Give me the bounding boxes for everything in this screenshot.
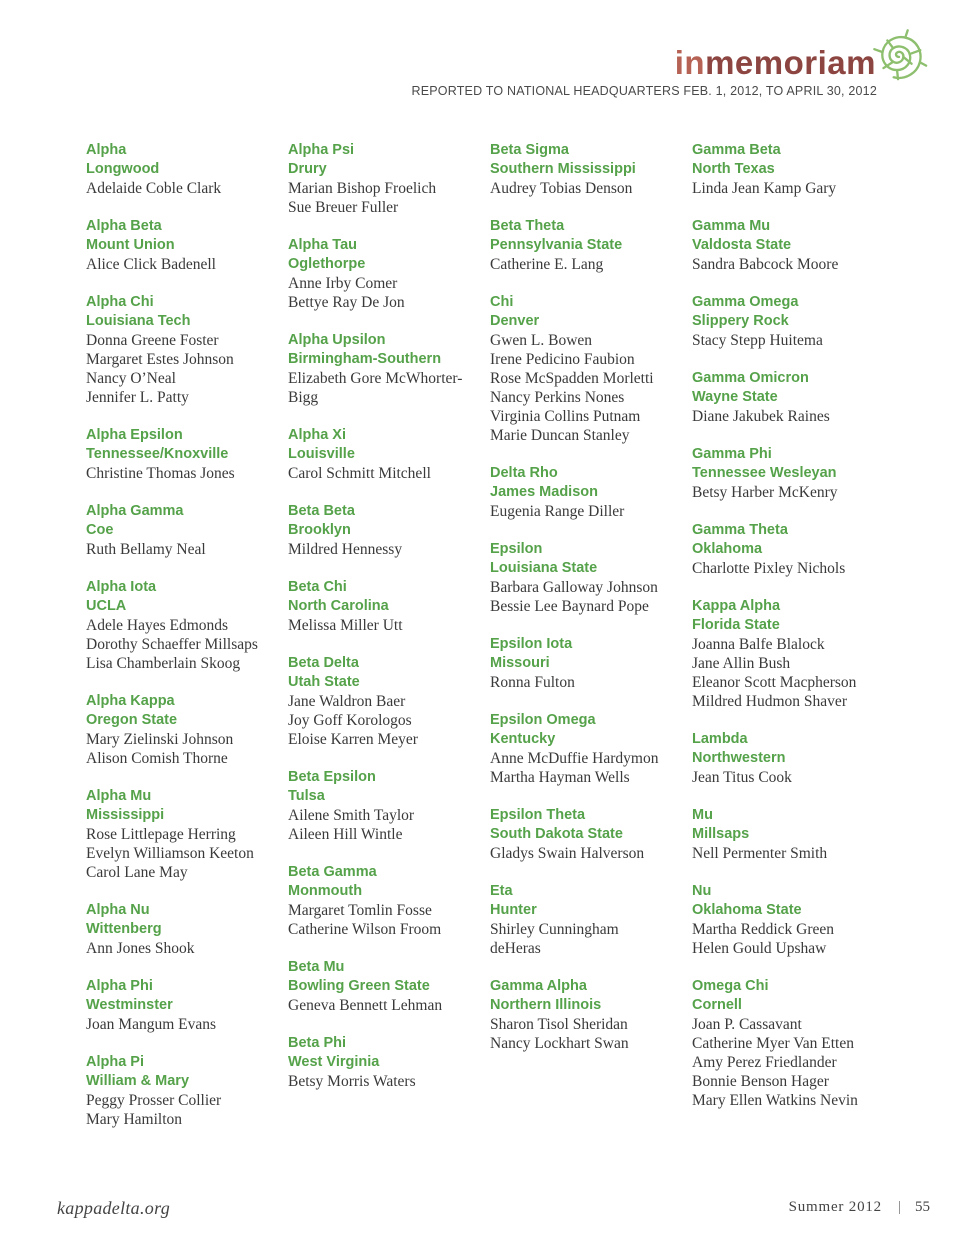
member-name: Mary Ellen Watkins Nevin — [692, 1092, 858, 1109]
member-name: Ailene Smith Taylor — [288, 807, 415, 824]
member-name: Gladys Swain Halverson — [490, 845, 645, 862]
chapter-entry — [288, 578, 488, 635]
school-name: Slippery Rock — [692, 313, 789, 329]
chapter-name: Beta Phi — [288, 1035, 347, 1051]
member-name: Diane Jakubek Raines — [692, 408, 830, 425]
chapter-entry — [490, 635, 690, 692]
chapter-entry — [86, 217, 286, 274]
school-name: Hunter — [490, 902, 537, 918]
chapter-entry — [490, 293, 690, 445]
member-name: Evelyn Williamson Keeton — [86, 845, 254, 862]
chapter-name: Alpha Chi — [86, 294, 154, 310]
member-name: Mary Hamilton — [86, 1111, 182, 1128]
chapter-entry — [490, 711, 690, 787]
member-name: Sandra Babcock Moore — [692, 256, 839, 273]
title-in: in — [674, 44, 706, 81]
chapter-entry — [692, 597, 892, 711]
chapter-name: Alpha Beta — [86, 218, 162, 234]
chapter-name: Alpha — [86, 142, 127, 158]
chapter-entry — [692, 806, 892, 863]
member-name: Gwen L. Bowen — [490, 332, 593, 349]
member-name: Eleanor Scott Macpherson — [692, 674, 857, 691]
school-name: South Dakota State — [490, 826, 623, 842]
member-name: Mildred Hennessy — [288, 541, 403, 558]
chapter-name: Alpha Nu — [86, 902, 150, 918]
report-period-subtitle: REPORTED TO NATIONAL HEADQUARTERS FEB. 1, 2012, TO APRIL 30, 2012 — [411, 84, 877, 98]
member-name: Adelaide Coble Clark — [86, 180, 222, 197]
chapter-name: Beta Chi — [288, 579, 347, 595]
member-name: Donna Greene Foster — [86, 332, 219, 349]
chapter-entry — [86, 578, 286, 673]
member-name: Amy Perez Friedlander — [692, 1054, 837, 1071]
school-name: Mount Union — [86, 237, 175, 253]
chapter-name: Alpha Gamma — [86, 503, 184, 519]
member-name: Anne Irby Comer — [288, 275, 398, 292]
chapter-name: Gamma Theta — [692, 522, 788, 538]
member-name: Bigg — [288, 389, 319, 406]
member-name: Geneva Bennett Lehman — [288, 997, 443, 1014]
chapter-name: Beta Mu — [288, 959, 345, 975]
member-name: Rose McSpadden Morletti — [490, 370, 654, 387]
member-name: Elizabeth Gore McWhorter- — [288, 370, 463, 387]
member-name: Peggy Prosser Collier — [86, 1092, 222, 1109]
school-name: Oregon State — [86, 712, 178, 728]
chapter-entry — [86, 426, 286, 483]
page-number: 55 — [915, 1199, 930, 1215]
school-name: Millsaps — [692, 826, 750, 842]
school-name: North Carolina — [288, 598, 389, 614]
member-name: Catherine E. Lang — [490, 256, 604, 273]
school-name: Valdosta State — [692, 237, 792, 253]
column-2 — [288, 141, 488, 1110]
school-name: Brooklyn — [288, 522, 351, 538]
chapter-name: Mu — [692, 807, 713, 823]
chapter-entry — [490, 806, 690, 863]
member-name: Nancy O’Neal — [86, 370, 176, 387]
school-name: Tennessee/Knoxville — [86, 446, 229, 462]
chapter-name: Delta Rho — [490, 465, 558, 481]
member-name: Marie Duncan Stanley — [490, 427, 630, 444]
school-name: UCLA — [86, 598, 127, 614]
school-name: Northern Illinois — [490, 997, 602, 1013]
column-4 — [692, 141, 892, 1129]
member-name: Marian Bishop Froelich — [288, 180, 437, 197]
school-name: Coe — [86, 522, 114, 538]
chapter-name: Gamma Omega — [692, 294, 799, 310]
school-name: William & Mary — [86, 1073, 190, 1089]
chapter-name: Gamma Omicron — [692, 370, 809, 386]
chapter-entry — [86, 787, 286, 882]
chapter-name: Kappa Alpha — [692, 598, 781, 614]
member-name: Ronna Fulton — [490, 674, 575, 691]
member-name: Rose Littlepage Herring — [86, 826, 236, 843]
member-name: Irene Pedicino Faubion — [490, 351, 635, 368]
member-name: Joan P. Cassavant — [692, 1016, 802, 1033]
school-name: Louisiana Tech — [86, 313, 191, 329]
chapter-entry — [288, 863, 488, 939]
member-name: Linda Jean Kamp Gary — [692, 180, 837, 197]
chapter-entry — [490, 464, 690, 521]
member-name: Aileen Hill Wintle — [288, 826, 403, 843]
title-memoriam: memoriam — [705, 44, 876, 81]
chapter-entry — [692, 730, 892, 787]
chapter-name: Alpha Pi — [86, 1054, 145, 1070]
chapter-name: Beta Epsilon — [288, 769, 376, 785]
member-name: Bonnie Benson Hager — [692, 1073, 829, 1090]
member-name: Joanna Balfe Blalock — [692, 636, 825, 653]
chapter-entry — [490, 977, 690, 1053]
member-name: Jane Allin Bush — [692, 655, 791, 672]
page-title — [675, 46, 876, 79]
chapter-name: Alpha Kappa — [86, 693, 175, 709]
school-name: West Virginia — [288, 1054, 380, 1070]
school-name: Oglethorpe — [288, 256, 366, 272]
member-name: Lisa Chamberlain Skoog — [86, 655, 241, 672]
chapter-entry — [692, 882, 892, 958]
member-name: Carol Schmitt Mitchell — [288, 465, 431, 482]
school-name: Cornell — [692, 997, 742, 1013]
chapter-name: Alpha Tau — [288, 237, 358, 253]
chapter-name: Alpha Mu — [86, 788, 152, 804]
chapter-name: Alpha Psi — [288, 142, 355, 158]
school-name: Louisville — [288, 446, 355, 462]
chapter-name: Gamma Alpha — [490, 978, 587, 994]
chapter-entry — [692, 141, 892, 198]
chapter-entry — [86, 293, 286, 407]
school-name: Monmouth — [288, 883, 363, 899]
member-name: Margaret Tomlin Fosse — [288, 902, 432, 919]
school-name: Bowling Green State — [288, 978, 430, 994]
chapter-entry — [692, 217, 892, 274]
member-name: Adele Hayes Edmonds — [86, 617, 229, 634]
chapter-entry — [288, 768, 488, 844]
school-name: Oklahoma — [692, 541, 763, 557]
member-name: Ruth Bellamy Neal — [86, 541, 206, 558]
school-name: Birmingham-Southern — [288, 351, 442, 367]
chapter-entry — [288, 654, 488, 749]
member-name: Jennifer L. Patty — [86, 389, 189, 406]
chapter-name: Nu — [692, 883, 712, 899]
chapter-name: Epsilon Omega — [490, 712, 596, 728]
chapter-entry — [490, 540, 690, 616]
member-name: Carol Lane May — [86, 864, 188, 881]
member-name: Nancy Lockhart Swan — [490, 1035, 629, 1052]
chapter-entry — [490, 882, 690, 958]
school-name: Mississippi — [86, 807, 165, 823]
school-name: Wittenberg — [86, 921, 162, 937]
chapter-entry — [86, 141, 286, 198]
member-name: Joy Goff Korologos — [288, 712, 412, 729]
member-name: Joan Mangum Evans — [86, 1016, 217, 1033]
member-name: Ann Jones Shook — [86, 940, 195, 957]
member-name: Mary Zielinski Johnson — [86, 731, 234, 748]
member-name: Sharon Tisol Sheridan — [490, 1016, 628, 1033]
member-name: Nell Permenter Smith — [692, 845, 828, 862]
school-name: Kentucky — [490, 731, 556, 747]
school-name: Utah State — [288, 674, 360, 690]
chapter-name: Beta Sigma — [490, 142, 569, 158]
member-name: Sue Breuer Fuller — [288, 199, 399, 216]
member-name: Virginia Collins Putnam — [490, 408, 641, 425]
chapter-entry — [288, 331, 488, 407]
school-name: Oklahoma State — [692, 902, 802, 918]
member-name: Nancy Perkins Nones — [490, 389, 625, 406]
chapter-name: Beta Delta — [288, 655, 359, 671]
chapter-name: Alpha Epsilon — [86, 427, 183, 443]
member-name: Eugenia Range Diller — [490, 503, 625, 520]
chapter-name: Alpha Upsilon — [288, 332, 386, 348]
chapter-name: Alpha Iota — [86, 579, 157, 595]
chapter-name: Gamma Phi — [692, 446, 772, 462]
member-name: Dorothy Schaeffer Millsaps — [86, 636, 258, 653]
school-name: James Madison — [490, 484, 598, 500]
chapter-name: Chi — [490, 294, 514, 310]
member-name: Anne McDuffie Hardymon — [490, 750, 659, 767]
chapter-entry — [86, 692, 286, 768]
chapter-entry — [288, 502, 488, 559]
member-name: Jean Titus Cook — [692, 769, 792, 786]
chapter-entry — [692, 521, 892, 578]
member-name: Betsy Morris Waters — [288, 1073, 416, 1090]
chapter-entry — [288, 236, 488, 312]
chapter-entry — [490, 141, 690, 198]
member-name: Betsy Harber McKenry — [692, 484, 838, 501]
school-name: Missouri — [490, 655, 550, 671]
school-name: Longwood — [86, 161, 160, 177]
chapter-entry — [288, 141, 488, 217]
chapter-name: Omega Chi — [692, 978, 769, 994]
chapter-entry — [288, 426, 488, 483]
chapter-name: Epsilon — [490, 541, 543, 557]
chapter-name: Beta Beta — [288, 503, 355, 519]
member-name: Barbara Galloway Johnson — [490, 579, 658, 596]
chapter-entry — [86, 977, 286, 1034]
member-name: Alice Click Badenell — [86, 256, 216, 273]
footer-separator: | — [897, 1199, 901, 1215]
member-name: Mildred Hudmon Shaver — [692, 693, 847, 710]
member-name: Catherine Wilson Froom — [288, 921, 442, 938]
chapter-name: Alpha Xi — [288, 427, 347, 443]
school-name: Tulsa — [288, 788, 325, 804]
school-name: Westminster — [86, 997, 173, 1013]
school-name: Denver — [490, 313, 540, 329]
footer-folio — [789, 1199, 930, 1216]
chapter-entry — [86, 901, 286, 958]
school-name: Southern Mississippi — [490, 161, 636, 177]
member-name: Helen Gould Upshaw — [692, 940, 827, 957]
column-3 — [490, 141, 690, 1072]
chapter-name: Alpha Phi — [86, 978, 153, 994]
chapter-name: Beta Gamma — [288, 864, 377, 880]
member-name: Stacy Stepp Huitema — [692, 332, 823, 349]
chapter-entry — [692, 293, 892, 350]
footer-website: kappadelta.org — [57, 1198, 171, 1218]
chapter-name: Eta — [490, 883, 513, 899]
school-name: Louisiana State — [490, 560, 598, 576]
member-name: deHeras — [490, 940, 541, 957]
chapter-name: Gamma Mu — [692, 218, 771, 234]
member-name: Martha Hayman Wells — [490, 769, 630, 786]
chapter-name: Beta Theta — [490, 218, 565, 234]
member-name: Jane Waldron Baer — [288, 693, 406, 710]
school-name: Wayne State — [692, 389, 778, 405]
chapter-entry — [86, 1053, 286, 1129]
member-name: Melissa Miller Utt — [288, 617, 403, 634]
school-name: Tennessee Wesleyan — [692, 465, 837, 481]
nautilus-shell-icon — [868, 24, 930, 86]
member-name: Martha Reddick Green — [692, 921, 835, 938]
member-name: Eloise Karren Meyer — [288, 731, 418, 748]
school-name: Florida State — [692, 617, 780, 633]
chapter-name: Epsilon Iota — [490, 636, 573, 652]
chapter-entry — [288, 1034, 488, 1091]
chapter-entry — [692, 445, 892, 502]
chapter-entry — [692, 369, 892, 426]
chapter-entry — [692, 977, 892, 1110]
chapter-entry — [86, 502, 286, 559]
school-name: Northwestern — [692, 750, 786, 766]
member-name: Audrey Tobias Denson — [490, 180, 633, 197]
chapter-entry — [288, 958, 488, 1015]
school-name: Pennsylvania State — [490, 237, 623, 253]
member-name: Shirley Cunningham — [490, 921, 619, 938]
member-name: Catherine Myer Van Etten — [692, 1035, 854, 1052]
footer-issue: Summer 2012 — [788, 1199, 882, 1215]
chapter-name: Epsilon Theta — [490, 807, 586, 823]
member-name: Bettye Ray De Jon — [288, 294, 405, 311]
school-name: Drury — [288, 161, 327, 177]
member-name: Christine Thomas Jones — [86, 465, 235, 482]
school-name: North Texas — [692, 161, 775, 177]
chapter-entry — [490, 217, 690, 274]
member-name: Margaret Estes Johnson — [86, 351, 234, 368]
chapter-name: Gamma Beta — [692, 142, 781, 158]
member-name: Bessie Lee Baynard Pope — [490, 598, 649, 615]
chapter-name: Lambda — [692, 731, 748, 747]
column-1 — [86, 141, 286, 1148]
member-name: Alison Comish Thorne — [86, 750, 228, 767]
member-name: Charlotte Pixley Nichols — [692, 560, 846, 577]
